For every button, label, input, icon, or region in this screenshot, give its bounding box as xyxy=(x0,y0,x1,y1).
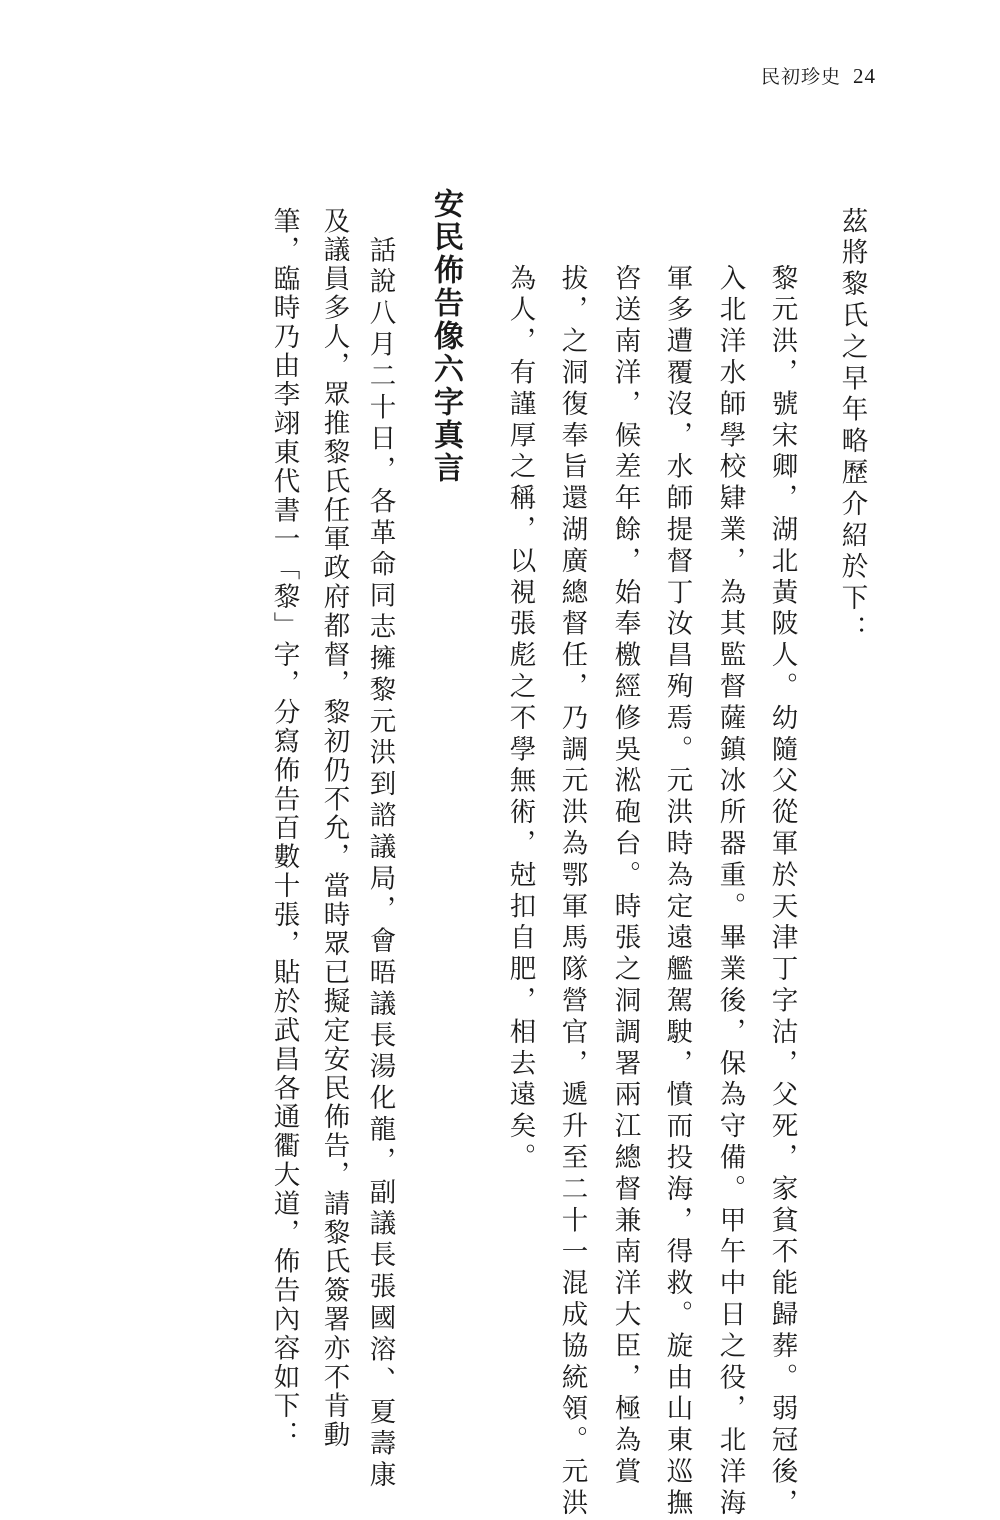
intro-line: 茲將黎氏之早年略歷介紹於下： xyxy=(836,207,868,647)
paragraph-line: 黎元洪，號宋卿，湖北黃陂人。幼隨父從軍於天津丁字沽，父死，家貧不能歸葬。弱冠後， xyxy=(766,264,798,1520)
section-heading: 安民佈告像六字真言 xyxy=(428,188,463,485)
paragraph-line: 話說八月二十日，各革命同志擁黎元洪到諮議局，會晤議長湯化龍，副議長張國溶、夏壽康 xyxy=(364,236,396,1492)
book-title: 民初珍史 xyxy=(760,66,841,88)
running-header xyxy=(761,62,876,89)
paragraph-line: 筆，臨時乃由李翊東代書一「黎」字，分寫佈告百數十張，貼於武昌各通衢大道，佈告內容如下： xyxy=(268,207,300,1450)
paragraph-line: 軍多遭覆沒，水師提督丁汝昌殉焉。元洪時為定遠艦駕駛，憤而投海，得救。旋由山東巡撫 xyxy=(661,264,693,1520)
paragraph-line: 入北洋水師學校肄業，為其監督薩鎮冰所器重。畢業後，保為守備。甲午中日之役，北洋海 xyxy=(714,264,746,1520)
paragraph-line: 咨送南洋，候差年餘，始奉檄經修吳淞砲台。時張之洞調署兩江總督兼南洋大臣，極為賞 xyxy=(609,264,641,1489)
paragraph-line: 為人，有謹厚之稱，以視張彪之不學無術，尅扣自肥，相去遠矣。 xyxy=(504,264,536,1175)
paragraph-line: 拔，之洞復奉旨還湖廣總督任，乃調元洪為鄂軍馬隊營官，遞升至二十一混成協統領。元洪 xyxy=(556,264,588,1520)
page-number: 24 xyxy=(853,64,876,88)
paragraph-line: 及議員多人，眾推黎氏任軍政府都督，黎初仍不允，當時眾已擬定安民佈告，請黎氏簽署亦不肯動 xyxy=(318,207,350,1450)
